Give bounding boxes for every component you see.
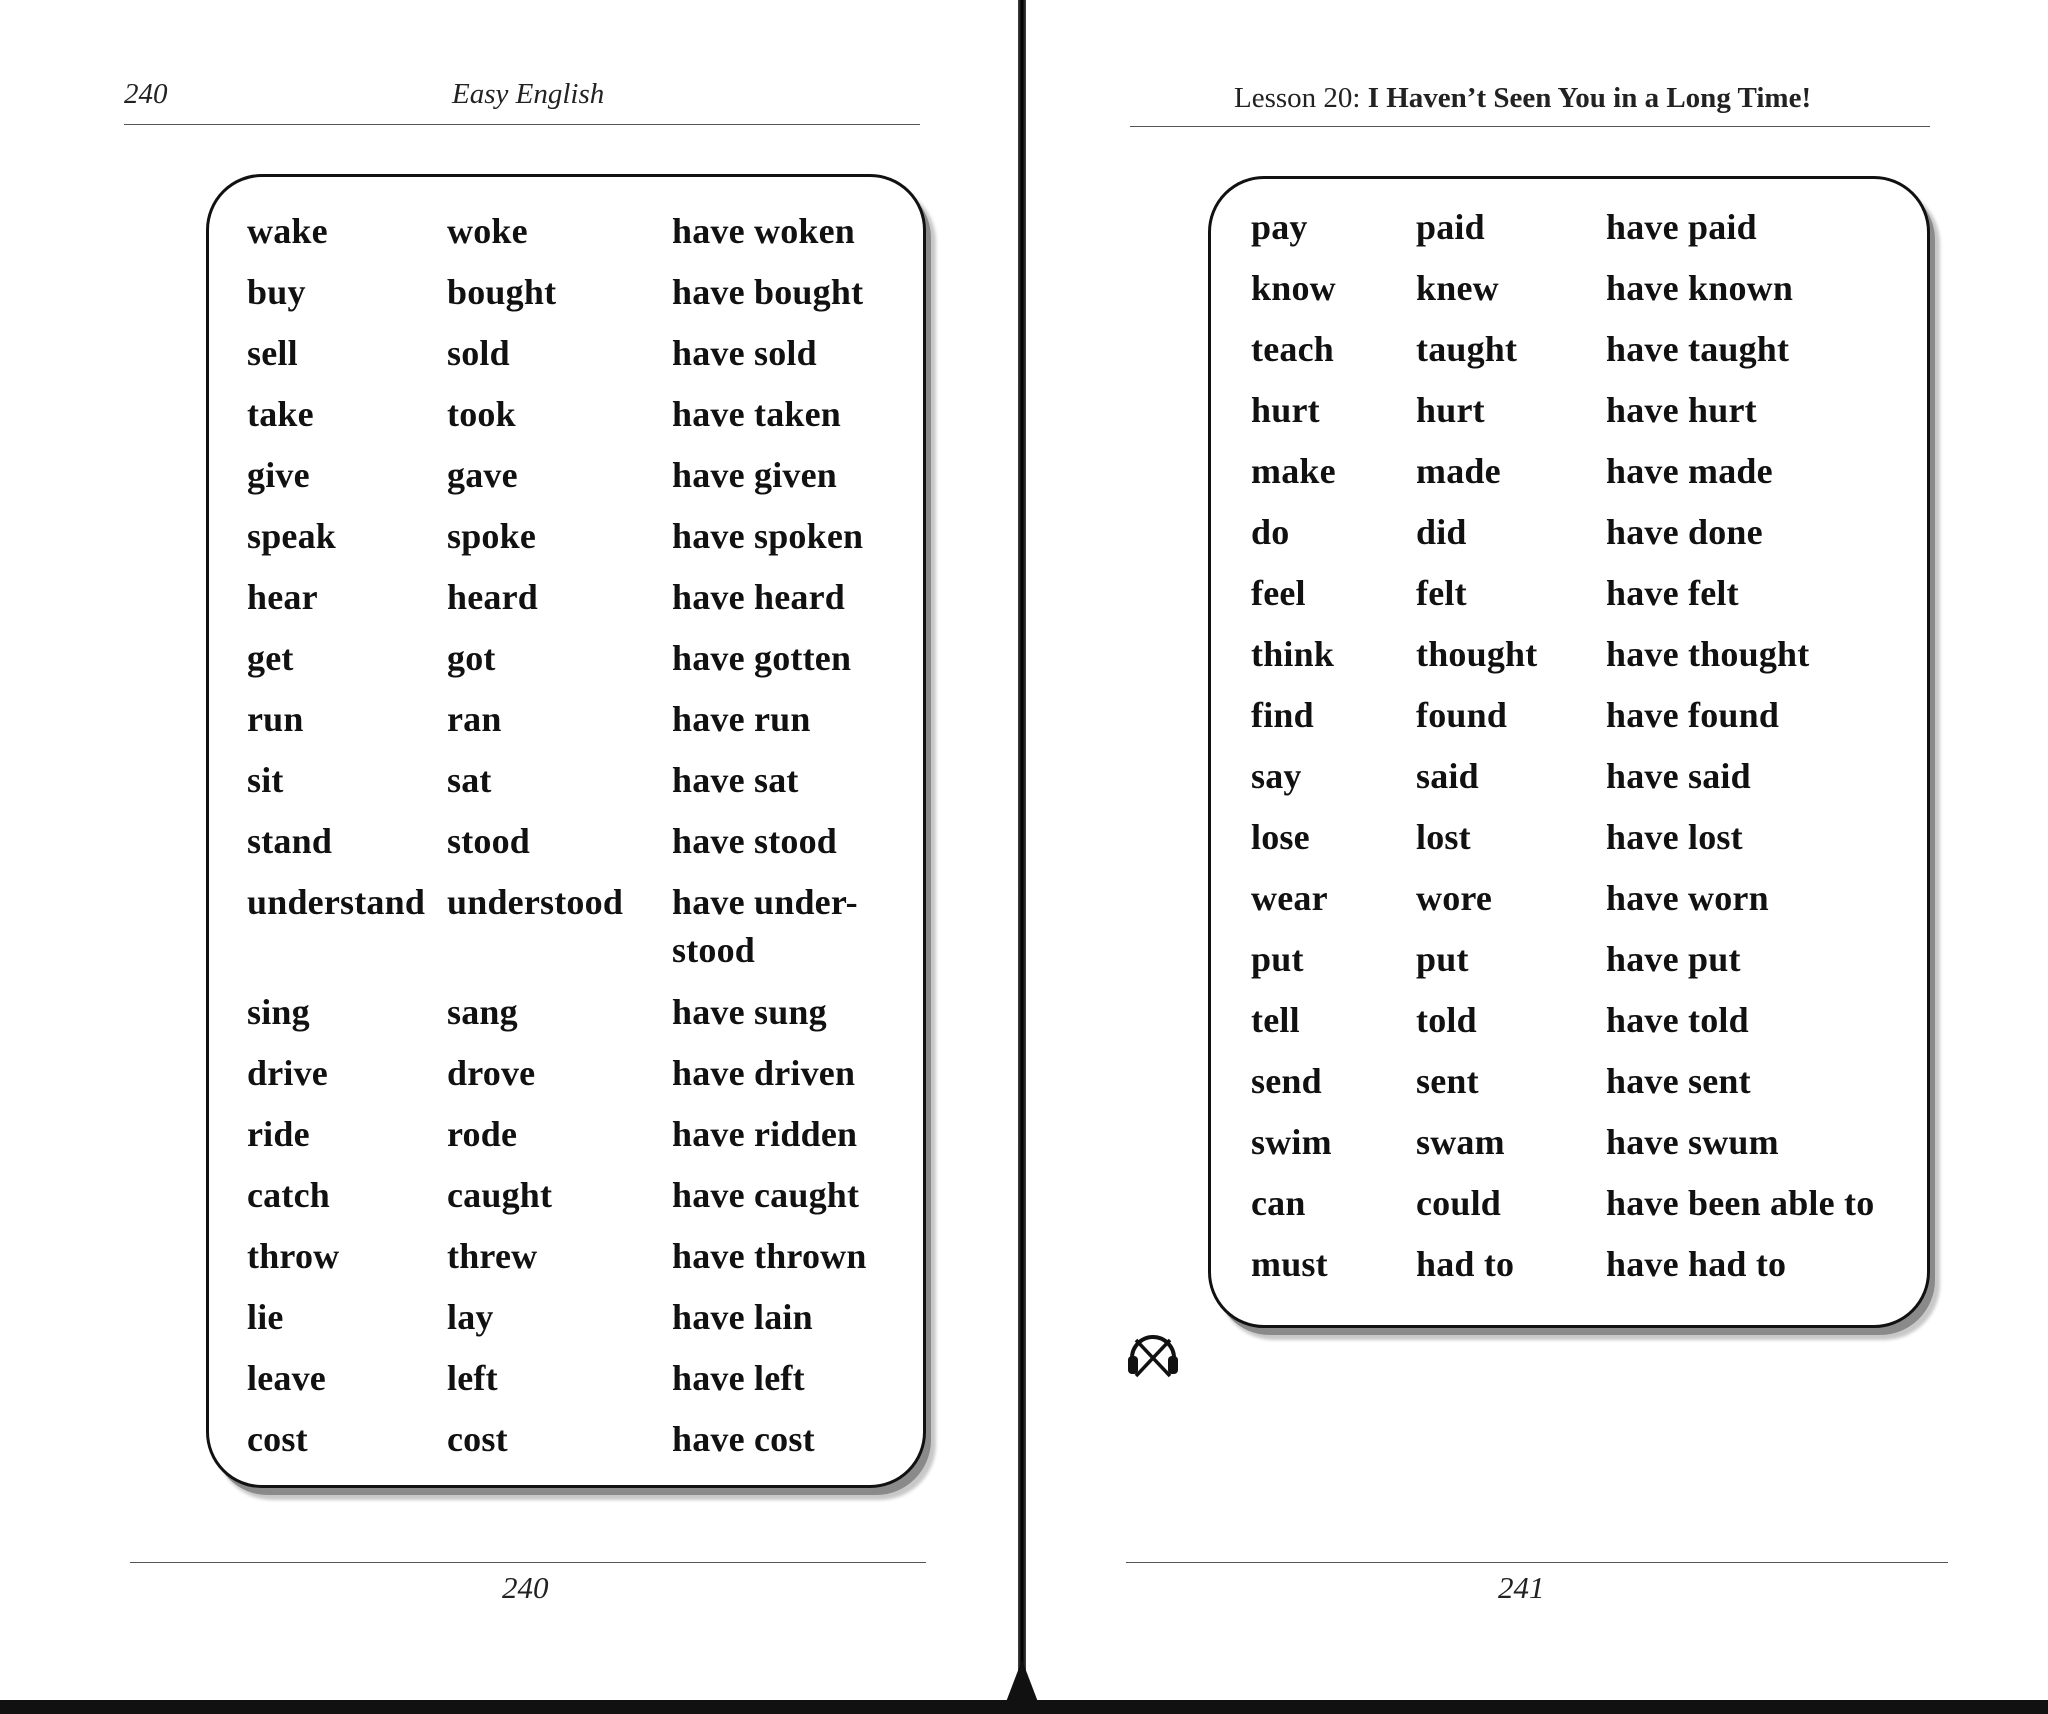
- lesson-header: [1234, 82, 1811, 115]
- verb-row: [247, 451, 902, 512]
- verb-row: [247, 988, 902, 1049]
- past-form: knew: [1416, 268, 1499, 308]
- past-form: gave: [447, 455, 518, 495]
- past-form: swam: [1416, 1122, 1505, 1162]
- present-perfect-form: have hurt: [1606, 390, 1757, 430]
- past-form: taught: [1416, 329, 1518, 369]
- verb-row: [247, 512, 902, 573]
- header-rule: [1130, 126, 1930, 127]
- present-perfect-form: have had to: [1606, 1244, 1787, 1284]
- verb-row: [247, 1415, 902, 1476]
- verb-row: [247, 207, 902, 268]
- book-spine: [1018, 0, 1026, 1714]
- base-form: leave: [247, 1358, 326, 1398]
- past-form: caught: [447, 1175, 553, 1215]
- headphones-icon[interactable]: [1124, 1328, 1182, 1384]
- base-form: ride: [247, 1114, 310, 1154]
- verb-row: [1251, 386, 1896, 447]
- present-perfect-form: have said: [1606, 756, 1751, 796]
- verb-row: [1251, 1057, 1896, 1118]
- left-page: [0, 0, 1018, 1690]
- past-form: paid: [1416, 207, 1485, 247]
- verb-row: [1251, 264, 1896, 325]
- verb-table-right: [1251, 203, 1896, 1301]
- base-form: must: [1251, 1244, 1328, 1284]
- base-form: give: [247, 455, 310, 495]
- base-form: teach: [1251, 329, 1334, 369]
- base-form: sit: [247, 760, 284, 800]
- footer-page-number: 241: [1498, 1570, 1545, 1605]
- verb-row: [1251, 447, 1896, 508]
- present-perfect-form: have woken: [672, 211, 856, 251]
- present-perfect-form: have sung: [672, 992, 827, 1032]
- past-form: left: [447, 1358, 498, 1398]
- past-form: told: [1416, 1000, 1477, 1040]
- present-perfect-form: have made: [1606, 451, 1773, 491]
- past-form: ran: [447, 699, 502, 739]
- past-form: sent: [1416, 1061, 1479, 1101]
- verb-row: [1251, 752, 1896, 813]
- verb-row: [1251, 630, 1896, 691]
- base-form: wear: [1251, 878, 1328, 918]
- header-page-number: 240: [124, 78, 168, 110]
- base-form: cost: [247, 1419, 308, 1459]
- base-form: lose: [1251, 817, 1310, 857]
- verb-row: [1251, 1240, 1896, 1301]
- verb-row: [247, 756, 902, 817]
- present-perfect-form: have bought: [672, 272, 864, 312]
- present-perfect-form: have lain: [672, 1297, 813, 1337]
- present-perfect-form: have caught: [672, 1175, 860, 1215]
- verb-row: [1251, 874, 1896, 935]
- present-perfect-form: have lost: [1606, 817, 1743, 857]
- past-form: lay: [447, 1297, 494, 1337]
- past-form: got: [447, 638, 496, 678]
- verb-row: [247, 1354, 902, 1415]
- verb-table-box-left: [206, 174, 926, 1488]
- base-form: stand: [247, 821, 333, 861]
- bottom-edge: [0, 1700, 2048, 1714]
- base-form: buy: [247, 272, 306, 312]
- base-form: send: [1251, 1061, 1322, 1101]
- present-perfect-form: have told: [1606, 1000, 1749, 1040]
- footer-page-number: 240: [502, 1570, 549, 1605]
- past-form: hurt: [1416, 390, 1485, 430]
- verb-table-left: [247, 207, 902, 1476]
- present-perfect-form: have spoken: [672, 516, 864, 556]
- present-perfect-form: have found: [1606, 695, 1780, 735]
- past-form: drove: [447, 1053, 536, 1093]
- present-perfect-form: have under- stood: [672, 882, 858, 970]
- past-form: felt: [1416, 573, 1467, 613]
- verb-row: [247, 1171, 902, 1232]
- base-form: wake: [247, 211, 328, 251]
- past-form: sat: [447, 760, 492, 800]
- past-form: took: [447, 394, 516, 434]
- base-form: get: [247, 638, 294, 678]
- verb-row: [247, 878, 902, 988]
- past-form: made: [1416, 451, 1501, 491]
- base-form: drive: [247, 1053, 328, 1093]
- present-perfect-form: have worn: [1606, 878, 1769, 918]
- base-form: feel: [1251, 573, 1306, 613]
- header-book-title: Easy English: [452, 78, 605, 110]
- base-form: say: [1251, 756, 1302, 796]
- past-form: woke: [447, 211, 528, 251]
- footer-rule: [130, 1562, 926, 1563]
- verb-row: [1251, 508, 1896, 569]
- base-form: tell: [1251, 1000, 1300, 1040]
- past-form: lost: [1416, 817, 1471, 857]
- past-form: spoke: [447, 516, 537, 556]
- verb-row: [1251, 813, 1896, 874]
- past-form: bought: [447, 272, 557, 312]
- present-perfect-form: have been able to: [1606, 1183, 1875, 1223]
- base-form: take: [247, 394, 314, 434]
- verb-row: [247, 1293, 902, 1354]
- base-form: run: [247, 699, 304, 739]
- present-perfect-form: have taken: [672, 394, 842, 434]
- past-form: thought: [1416, 634, 1538, 674]
- past-form: found: [1416, 695, 1508, 735]
- past-form: had to: [1416, 1244, 1515, 1284]
- base-form: catch: [247, 1175, 330, 1215]
- present-perfect-form: have stood: [672, 821, 838, 861]
- verb-row: [247, 1049, 902, 1110]
- verb-row: [1251, 1179, 1896, 1240]
- present-perfect-form: have sat: [672, 760, 799, 800]
- lesson-number: Lesson 20:: [1234, 82, 1361, 114]
- verb-row: [247, 1232, 902, 1293]
- verb-row: [247, 573, 902, 634]
- verb-row: [247, 268, 902, 329]
- verb-row: [247, 329, 902, 390]
- footer-rule: [1126, 1562, 1948, 1563]
- present-perfect-form: have felt: [1606, 573, 1739, 613]
- base-form: sing: [247, 992, 310, 1032]
- past-form: wore: [1416, 878, 1493, 918]
- verb-row: [247, 634, 902, 695]
- past-form: sold: [447, 333, 510, 373]
- verb-row: [1251, 691, 1896, 752]
- base-form: hurt: [1251, 390, 1320, 430]
- past-form: rode: [447, 1114, 518, 1154]
- verb-table-box-right: [1208, 176, 1930, 1328]
- verb-row: [247, 1110, 902, 1171]
- past-form: threw: [447, 1236, 538, 1276]
- base-form: understand: [247, 882, 426, 922]
- past-form: could: [1416, 1183, 1502, 1223]
- base-form: know: [1251, 268, 1336, 308]
- present-perfect-form: have given: [672, 455, 838, 495]
- header-rule: [124, 124, 920, 125]
- base-form: throw: [247, 1236, 340, 1276]
- base-form: lie: [247, 1297, 284, 1337]
- base-form: put: [1251, 939, 1304, 979]
- present-perfect-form: have taught: [1606, 329, 1790, 369]
- base-form: sell: [247, 333, 298, 373]
- past-form: said: [1416, 756, 1479, 796]
- present-perfect-form: have heard: [672, 577, 845, 617]
- base-form: can: [1251, 1183, 1306, 1223]
- past-form: understood: [447, 882, 624, 922]
- present-perfect-form: have thrown: [672, 1236, 867, 1276]
- base-form: make: [1251, 451, 1336, 491]
- present-perfect-form: have known: [1606, 268, 1794, 308]
- verb-row: [247, 695, 902, 756]
- right-page: [1026, 0, 2048, 1690]
- present-perfect-form: have thought: [1606, 634, 1810, 674]
- base-form: swim: [1251, 1122, 1332, 1162]
- present-perfect-form: have sold: [672, 333, 817, 373]
- present-perfect-form: have swum: [1606, 1122, 1779, 1162]
- present-perfect-form: have run: [672, 699, 811, 739]
- base-form: hear: [247, 577, 318, 617]
- verb-row: [1251, 935, 1896, 996]
- base-form: speak: [247, 516, 337, 556]
- present-perfect-form: have driven: [672, 1053, 856, 1093]
- present-perfect-form: have paid: [1606, 207, 1757, 247]
- verb-row: [1251, 996, 1896, 1057]
- verb-row: [1251, 1118, 1896, 1179]
- verb-row: [247, 390, 902, 451]
- past-form: put: [1416, 939, 1469, 979]
- present-perfect-form: have cost: [672, 1419, 815, 1459]
- base-form: think: [1251, 634, 1335, 674]
- present-perfect-form: have ridden: [672, 1114, 858, 1154]
- past-form: heard: [447, 577, 538, 617]
- lesson-title: I Haven’t Seen You in a Long Time!: [1367, 82, 1812, 114]
- present-perfect-form: have sent: [1606, 1061, 1751, 1101]
- verb-row: [1251, 569, 1896, 630]
- past-form: cost: [447, 1419, 508, 1459]
- verb-row: [1251, 203, 1896, 264]
- present-perfect-form: have gotten: [672, 638, 852, 678]
- present-perfect-form: have done: [1606, 512, 1763, 552]
- present-perfect-form: have left: [672, 1358, 805, 1398]
- base-form: pay: [1251, 207, 1308, 247]
- verb-row: [247, 817, 902, 878]
- base-form: do: [1251, 512, 1290, 552]
- past-form: stood: [447, 821, 531, 861]
- present-perfect-form: have put: [1606, 939, 1741, 979]
- past-form: sang: [447, 992, 518, 1032]
- verb-row: [1251, 325, 1896, 386]
- past-form: did: [1416, 512, 1467, 552]
- base-form: find: [1251, 695, 1314, 735]
